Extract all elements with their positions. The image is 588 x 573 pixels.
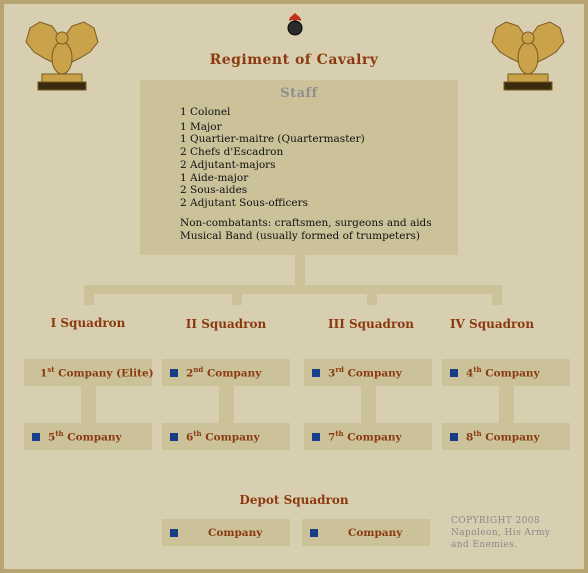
company-marker-icon — [170, 369, 178, 377]
company-label: 7th Company — [328, 429, 402, 444]
company-marker-icon — [450, 433, 458, 441]
depot-company-box — [162, 519, 290, 546]
squadron-heading: II Squadron — [185, 317, 267, 331]
copyright-notice — [451, 515, 550, 551]
company-label: 2nd Company — [186, 365, 262, 380]
connector-line — [367, 285, 377, 305]
company-label: 4th Company — [466, 365, 540, 380]
connector-line — [232, 285, 242, 305]
staff-line: 2 Sous-aides — [180, 184, 248, 196]
depot-company-box — [302, 519, 430, 546]
connector-line — [499, 385, 514, 423]
grenade-emblem-icon — [283, 11, 307, 37]
copyright-line: and Enemies. — [451, 540, 518, 550]
company-label: 1st Company (Elite) — [40, 365, 154, 380]
company-label: 6th Company — [186, 429, 260, 444]
connector-line — [84, 285, 94, 305]
company-box — [442, 423, 570, 450]
company-box — [442, 359, 570, 386]
connector-line — [492, 285, 502, 305]
squadron-heading: III Squadron — [327, 317, 414, 331]
staff-line: 1 Aide-major — [180, 172, 249, 184]
staff-line: 1 Major — [180, 121, 222, 133]
company-label: 8th Company — [466, 429, 540, 444]
company-label: 5th Company — [48, 429, 122, 444]
staff-line: Musical Band (usually formed of trumpeters) — [180, 230, 420, 242]
page-title: Regiment of Cavalry — [209, 52, 379, 68]
depot-heading: Depot Squadron — [239, 493, 349, 507]
company-box — [304, 423, 432, 450]
copyright-line: COPYRIGHT 2008 — [451, 516, 540, 526]
staff-line: Non-combatants: craftsmen, surgeons and aids — [180, 217, 432, 229]
connector-line — [81, 385, 96, 423]
company-label: 3rd Company — [328, 365, 402, 380]
copyright-line: Napoleon, His Army — [451, 528, 551, 538]
company-marker-icon — [310, 529, 318, 537]
staff-line: 2 Adjutant-majors — [180, 159, 276, 171]
company-marker-icon — [170, 433, 178, 441]
staff-line: 2 Adjutant Sous-officers — [180, 197, 308, 209]
company-box — [162, 359, 290, 386]
company-label: Company — [208, 526, 263, 539]
staff-line: 1 Quartier-maitre (Quartermaster) — [180, 133, 365, 145]
company-marker-icon — [170, 529, 178, 537]
company-box — [24, 423, 152, 450]
company-label: Company — [348, 526, 403, 539]
company-box — [304, 359, 432, 386]
company-box — [162, 423, 290, 450]
company-marker-icon — [450, 369, 458, 377]
staff-heading: Staff — [280, 86, 318, 101]
connector-line — [219, 385, 234, 423]
squadron-heading: IV Squadron — [449, 317, 535, 331]
connector-line — [84, 285, 500, 294]
company-marker-icon — [312, 369, 320, 377]
staff-line: 2 Chefs d'Escadron — [180, 146, 284, 158]
connector-line — [295, 255, 305, 285]
staff-box — [140, 80, 458, 255]
connector-line — [361, 385, 376, 423]
company-marker-icon — [312, 433, 320, 441]
staff-line: 1 Colonel — [180, 106, 231, 118]
company-marker-icon — [32, 433, 40, 441]
company-box — [24, 359, 152, 386]
squadron-heading: I Squadron — [50, 316, 126, 330]
